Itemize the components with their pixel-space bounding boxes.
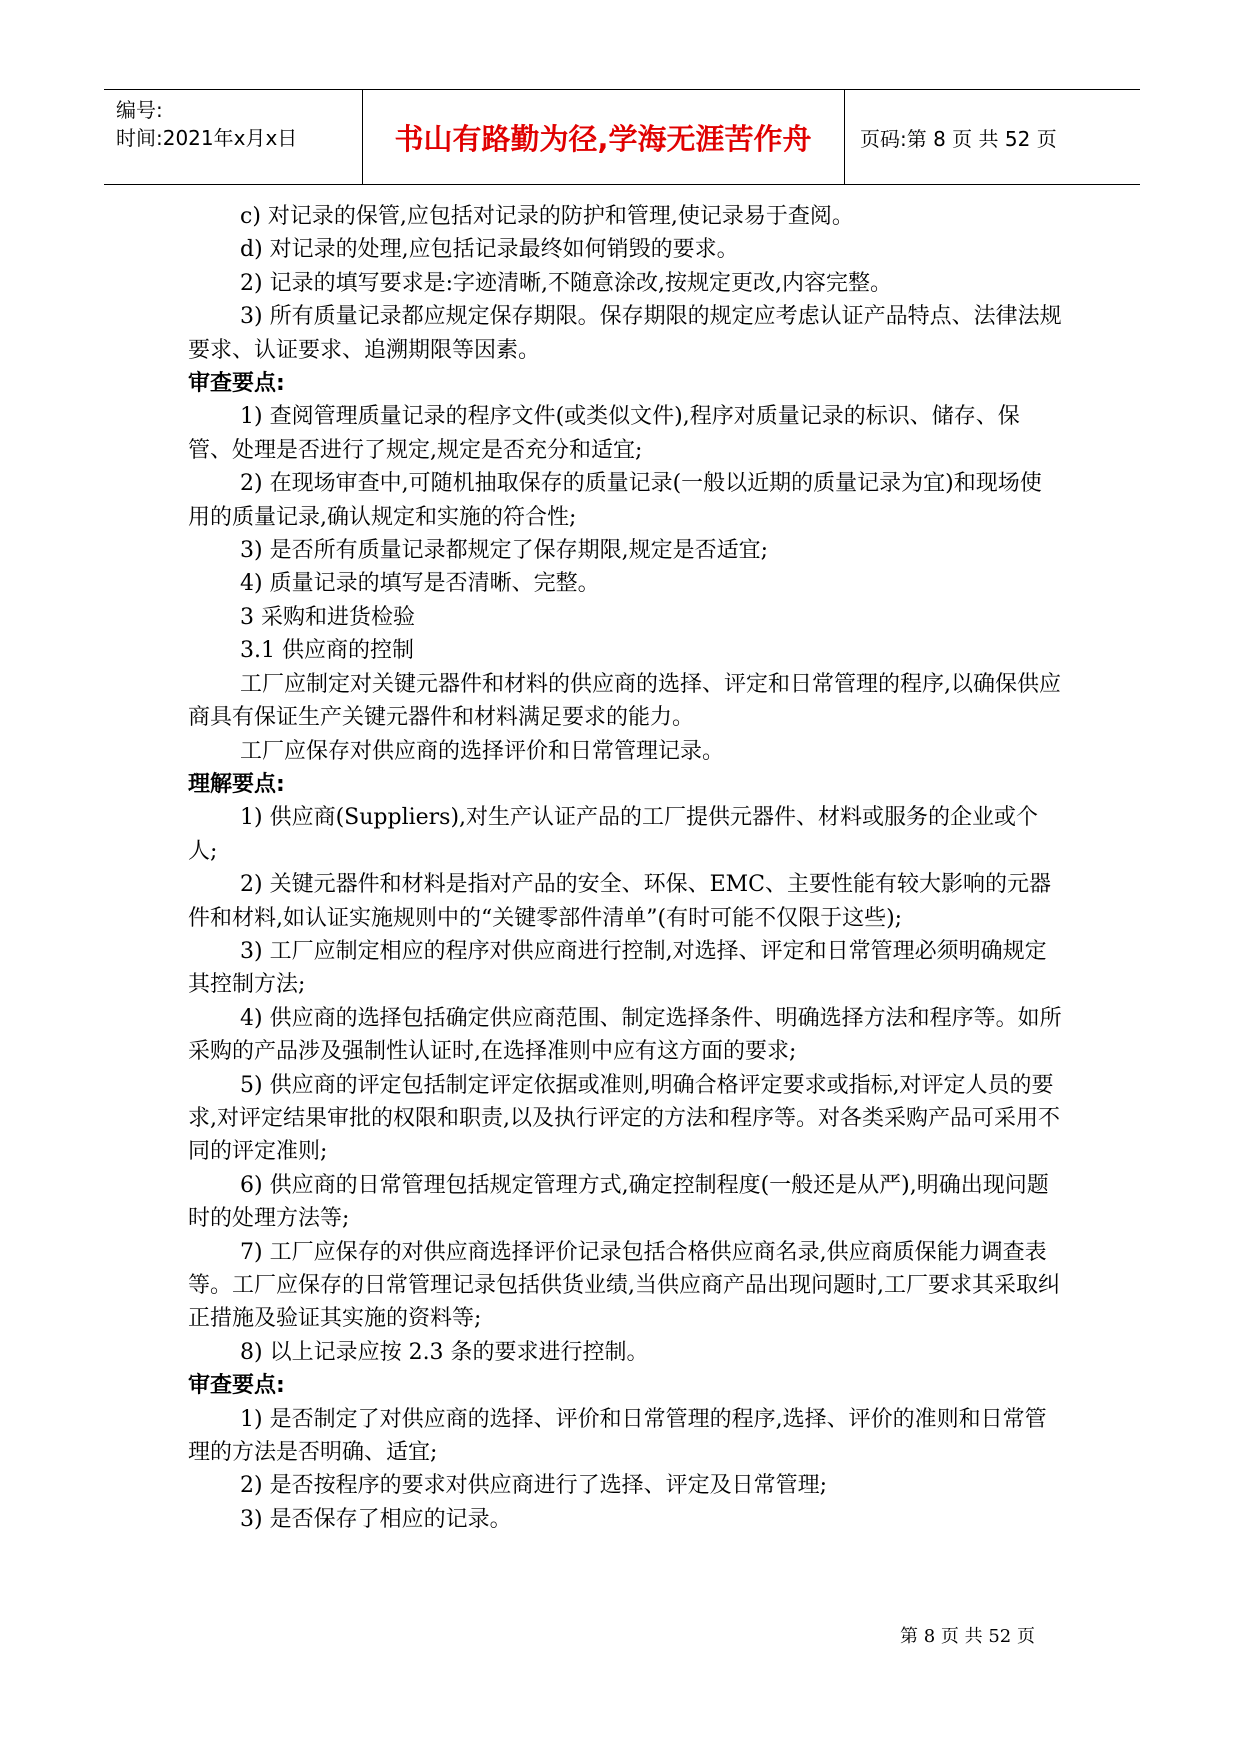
paragraph: 6) 供应商的日常管理包括规定管理方式,确定控制程度(一般还是从严),明确出现问题时的处理方法等; [188, 1172, 1049, 1232]
paragraph: d) 对记录的处理,应包括记录最终如何销毁的要求。 [240, 237, 739, 263]
subsection-title-supplier-control: 3.1 供应商的控制 [240, 638, 414, 664]
paragraph: 7) 工厂应保存的对供应商选择评价记录包括合格供应商名录,供应商质保能力调查表等。工厂应保存的日常管理记录包括供货业绩,当供应商产品出现问题时,工厂要求其采取纠正措施及验证其实施的资料等; [188, 1239, 1060, 1332]
paragraph: 1) 查阅管理质量记录的程序文件(或类似文件),程序对质量记录的标识、储存、保管、处理是否进行了规定,规定是否充分和适宜; [188, 404, 1020, 463]
header-motto: 书山有路勤为径,学海无涯苦作舟 [394, 121, 812, 156]
paragraph: 4) 质量记录的填写是否清晰、完整。 [240, 571, 600, 597]
paragraph: 8) 以上记录应按 2.3 条的要求进行控制。 [240, 1339, 649, 1365]
paragraph: 4) 供应商的选择包括确定供应商范围、制定选择条件、明确选择方法和程序等。如所采购的产品涉及强制性认证时,在选择准则中应有这方面的要求; [188, 1005, 1062, 1065]
section-heading-review: 审查要点: [188, 371, 285, 397]
paragraph: 2) 在现场审查中,可随机抽取保存的质量记录(一般以近期的质量记录为宜)和现场使用的质量记录,确认规定和实施的符合性; [188, 471, 1042, 530]
paragraph: 5) 供应商的评定包括制定评定依据或准则,明确合格评定要求或指标,对评定人员的要求,对评定结果审批的权限和职责,以及执行评定的方法和程序等。对各类采购产品可采用不同的评定准则; [188, 1072, 1060, 1165]
document-time-label: 时间:2021年x月x日 [116, 126, 298, 150]
document-number-label: 编号: [116, 98, 163, 122]
paragraph: 2) 关键元器件和材料是指对产品的安全、环保、EMC、主要性能有较大影响的元器件和材料,如认证实施规则中的“关键零部件清单”(有时可能不仅限于这些); [188, 872, 1051, 931]
paragraph: 3) 工厂应制定相应的程序对供应商进行控制,对选择、评定和日常管理必须明确规定其控制方法; [188, 938, 1047, 998]
paragraph: 工厂应制定对关键元器件和材料的供应商的选择、评定和日常管理的程序,以确保供应商具有保证生产关键元器件和材料满足要求的能力。 [188, 671, 1061, 731]
section-heading-understanding: 理解要点: [188, 771, 285, 797]
paragraph: 1) 是否制定了对供应商的选择、评价和日常管理的程序,选择、评价的准则和日常管理的方法是否明确、适宜; [188, 1406, 1047, 1466]
page-footer: 第 8 页 共 52 页 [900, 1626, 1035, 1647]
paragraph: 1) 供应商(Suppliers),对生产认证产品的工厂提供元器件、材料或服务的企业或个人; [188, 805, 1039, 864]
page-header [104, 89, 1140, 185]
section-heading-review-2: 审查要点: [188, 1373, 285, 1399]
section-title-purchasing: 3 采购和进货检验 [240, 604, 415, 630]
paragraph: 2) 是否按程序的要求对供应商进行了选择、评定及日常管理; [240, 1473, 827, 1499]
header-page-number: 页码:第 8 页 共 52 页 [860, 126, 1057, 151]
paragraph: 3) 是否所有质量记录都规定了保存期限,规定是否适宜; [240, 538, 768, 564]
document-body [188, 200, 1063, 1536]
paragraph: c) 对记录的保管,应包括对记录的防护和管理,使记录易于查阅。 [240, 204, 854, 229]
paragraph: 工厂应保存对供应商的选择评价和日常管理记录。 [240, 738, 725, 764]
header-divider-right [844, 90, 845, 184]
paragraph: 3) 是否保存了相应的记录。 [240, 1506, 512, 1532]
paragraph: 3) 所有质量记录都应规定保存期限。保存期限的规定应考虑认证产品特点、法律法规要求、认证要求、追溯期限等因素。 [188, 304, 1062, 363]
paragraph: 2) 记录的填写要求是:字迹清晰,不随意涂改,按规定更改,内容完整。 [240, 270, 892, 296]
